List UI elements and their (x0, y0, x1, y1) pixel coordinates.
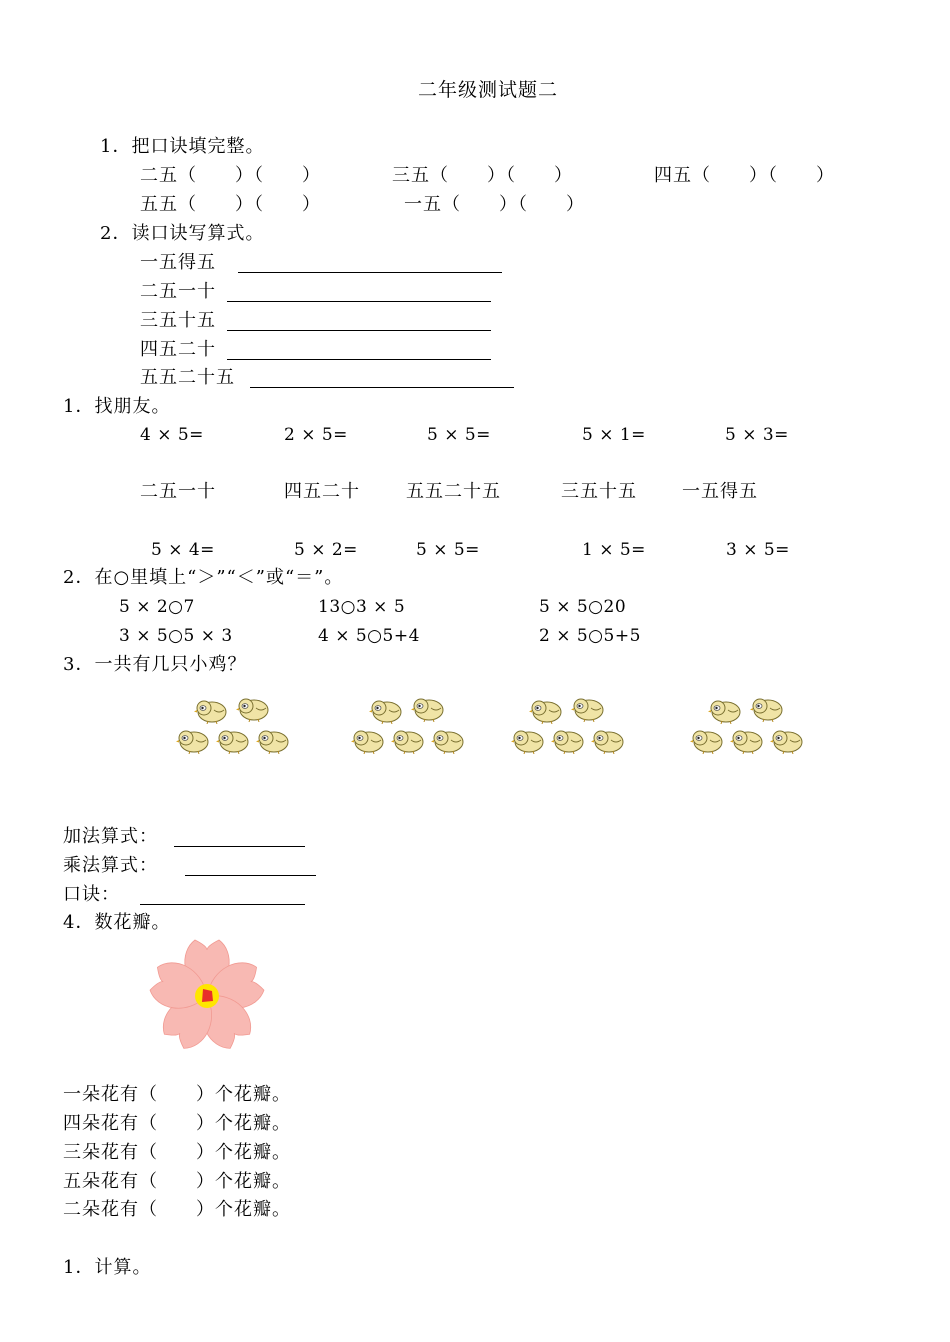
petal-count-line: 五朵花有（ ）个花瓣。 (63, 1171, 291, 1192)
addition-formula-label: 加法算式： (63, 826, 158, 847)
chick-icon (708, 696, 742, 724)
rhyme-option: 四五二十 (284, 481, 360, 502)
chick-icon (529, 696, 563, 724)
compare-item: 5 × 5○20 (539, 597, 627, 617)
chick-icon (551, 726, 585, 754)
rhyme-blank-item: 三五（ ）（ ） (392, 165, 573, 186)
expression-top: 5 × 5= (427, 425, 491, 445)
chick-group (347, 690, 469, 762)
answer-line (185, 875, 316, 876)
expression-bottom: 1 × 5= (582, 540, 646, 560)
rhyme-item: 一五得五 (140, 252, 216, 273)
answer-line (140, 904, 305, 905)
petal-count-line: 二朵花有（ ）个花瓣。 (63, 1199, 291, 1220)
expression-top: 4 × 5= (140, 425, 204, 445)
rhyme-option: 三五十五 (561, 481, 637, 502)
rhyme-item: 二五一十 (140, 281, 216, 302)
chick-icon (511, 726, 545, 754)
petal-count-line: 一朵花有（ ）个花瓣。 (63, 1084, 291, 1105)
chick-icon (391, 726, 425, 754)
rhyme-option: 二五一十 (140, 481, 216, 502)
flower-icon (143, 934, 271, 1058)
compare-item: 5 × 2○7 (119, 597, 195, 617)
expression-bottom: 3 × 5= (726, 540, 790, 560)
flower-illustration (143, 934, 271, 1058)
rhyme-blank-item: 一五（ ）（ ） (404, 194, 585, 215)
expression-top: 5 × 3= (725, 425, 789, 445)
question-calculate-label: 1．计算。 (63, 1257, 152, 1278)
answer-line (227, 301, 491, 302)
answer-line (238, 272, 502, 273)
question-find-friends-label: 1．找朋友。 (63, 396, 171, 417)
answer-line (227, 330, 491, 331)
chick-icon (730, 726, 764, 754)
petal-count-line: 四朵花有（ ）个花瓣。 (63, 1113, 291, 1134)
rhyme-item: 五五二十五 (140, 367, 235, 388)
expression-bottom: 5 × 5= (416, 540, 480, 560)
answer-line (227, 359, 491, 360)
rhyme-blank-item: 二五（ ）（ ） (140, 165, 321, 186)
chick-icon (431, 726, 465, 754)
rhyme-blank-item: 四五（ ）（ ） (654, 165, 835, 186)
chick-icon (411, 694, 445, 722)
page-title: 二年级测试题二 (417, 79, 558, 101)
answer-line (174, 846, 305, 847)
question-chicks-label: 3．一共有几只小鸡？ (63, 654, 247, 675)
chick-icon (256, 726, 290, 754)
petal-count-line: 三朵花有（ ）个花瓣。 (63, 1142, 291, 1163)
question-fill-rhyme-label: 1．把口诀填完整。 (100, 136, 265, 157)
chick-icon (351, 726, 385, 754)
multiplication-formula-label: 乘法算式： (63, 855, 158, 876)
question-petals-label: 4．数花瓣。 (63, 912, 171, 933)
chick-icon (571, 694, 605, 722)
chick-icon (369, 696, 403, 724)
compare-item: 4 × 5○5+4 (318, 626, 420, 646)
compare-item: 3 × 5○5 × 3 (119, 626, 233, 646)
chick-icon (770, 726, 804, 754)
question-compare-label: 2．在○里填上“＞”“＜”或“＝”。 (63, 567, 344, 588)
rhyme-item: 四五二十 (140, 339, 216, 360)
rhyme-item: 三五十五 (140, 310, 216, 331)
chick-icon (750, 694, 784, 722)
rhyme-option: 五五二十五 (406, 481, 501, 502)
chick-icon (176, 726, 210, 754)
chick-icon (591, 726, 625, 754)
expression-bottom: 5 × 2= (294, 540, 358, 560)
chick-group (686, 690, 808, 762)
compare-item: 2 × 5○5+5 (539, 626, 641, 646)
expression-top: 2 × 5= (284, 425, 348, 445)
expression-bottom: 5 × 4= (151, 540, 215, 560)
chick-icon (216, 726, 250, 754)
chick-group (172, 690, 294, 762)
chick-icon (236, 694, 270, 722)
answer-line (250, 387, 514, 388)
question-write-formula-label: 2．读口诀写算式。 (100, 223, 265, 244)
chick-icon (690, 726, 724, 754)
compare-item: 13○3 × 5 (318, 597, 406, 617)
rhyme-option: 一五得五 (682, 481, 758, 502)
chick-group (507, 690, 629, 762)
expression-top: 5 × 1= (582, 425, 646, 445)
chick-icon (194, 696, 228, 724)
rhyme-answer-label: 口诀： (63, 884, 120, 905)
rhyme-blank-item: 五五（ ）（ ） (140, 194, 321, 215)
